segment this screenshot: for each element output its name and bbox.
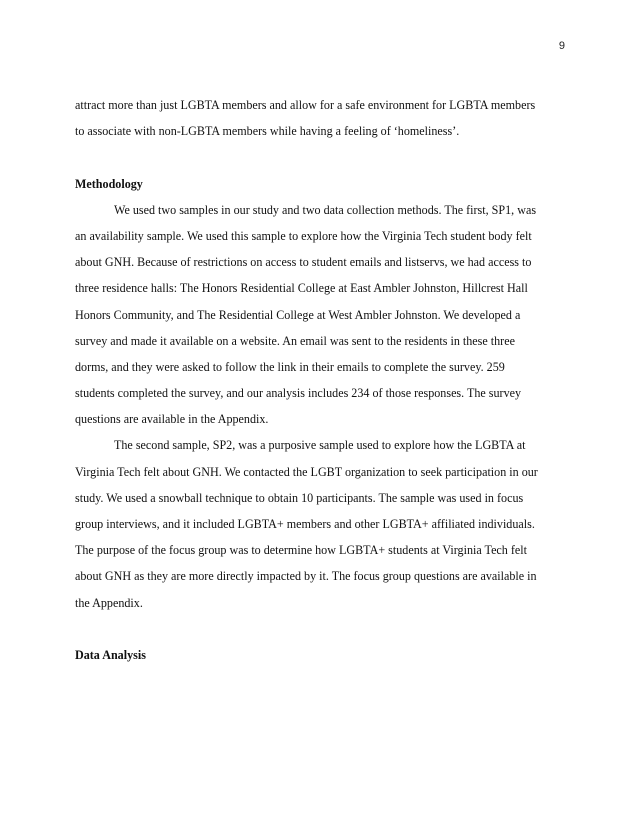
methodology-p2-line-4: group interviews, and it included LGBTA+ members and other LGBTA+ affiliated individuals. bbox=[75, 517, 535, 531]
body-text bbox=[75, 92, 565, 668]
methodology-p2-line-5: The purpose of the focus group was to determine how LGBTA+ students at Virginia Tech felt bbox=[75, 543, 527, 558]
methodology-p1-line-7: dorms, and they were asked to follow the link in their emails to complete the survey. 259 bbox=[75, 359, 505, 374]
methodology-p2-line-7: the Appendix. bbox=[75, 595, 143, 610]
methodology-p1-line-9: questions are available in the Appendix. bbox=[75, 412, 269, 427]
blank-line bbox=[75, 616, 565, 642]
methodology-heading: Methodology bbox=[75, 176, 143, 191]
blank-line bbox=[75, 144, 565, 170]
page-number: 9 bbox=[558, 40, 565, 52]
methodology-p1-line-1: We used two samples in our study and two data collection methods. The first, SP1, was bbox=[114, 202, 537, 217]
methodology-p1-line-6: survey and made it available on a website. An email was sent to the residents in these three bbox=[75, 333, 515, 348]
intro-line-1: attract more than just LGBTA members and allow for a safe environment for LGBTA members bbox=[75, 98, 536, 112]
methodology-p1-line-4: three residence halls: The Honors Residential College at East Ambler Johnston, Hillcrest Hall bbox=[75, 281, 528, 296]
methodology-p1-line-8: students completed the survey, and our analysis includes 234 of those responses. The survey bbox=[75, 386, 522, 401]
methodology-p2-line-6: about GNH as they are more directly impacted by it. The focus group questions are available in bbox=[75, 569, 537, 584]
data-analysis-heading: Data Analysis bbox=[75, 647, 146, 662]
methodology-p2-line-2: Virginia Tech felt about GNH. We contacted the LGBT organization to seek participation in our bbox=[75, 464, 538, 479]
methodology-p1-line-5: Honors Community, and The Residential College at West Ambler Johnston. We developed a bbox=[75, 307, 521, 322]
methodology-p1-line-3: about GNH. Because of restrictions on access to student emails and listservs, we had access to bbox=[75, 255, 532, 270]
methodology-p2-line-3: study. We used a snowball technique to obtain 10 participants. The sample was used in focus bbox=[75, 490, 524, 505]
methodology-p2-line-1: The second sample, SP2, was a purposive sample used to explore how the LGBTA at bbox=[114, 438, 526, 453]
methodology-p1-line-2: an availability sample. We used this sample to explore how the Virginia Tech student body felt bbox=[75, 228, 532, 243]
intro-line-2: to associate with non-LGBTA members while having a feeling of ‘homeliness’. bbox=[75, 124, 460, 139]
